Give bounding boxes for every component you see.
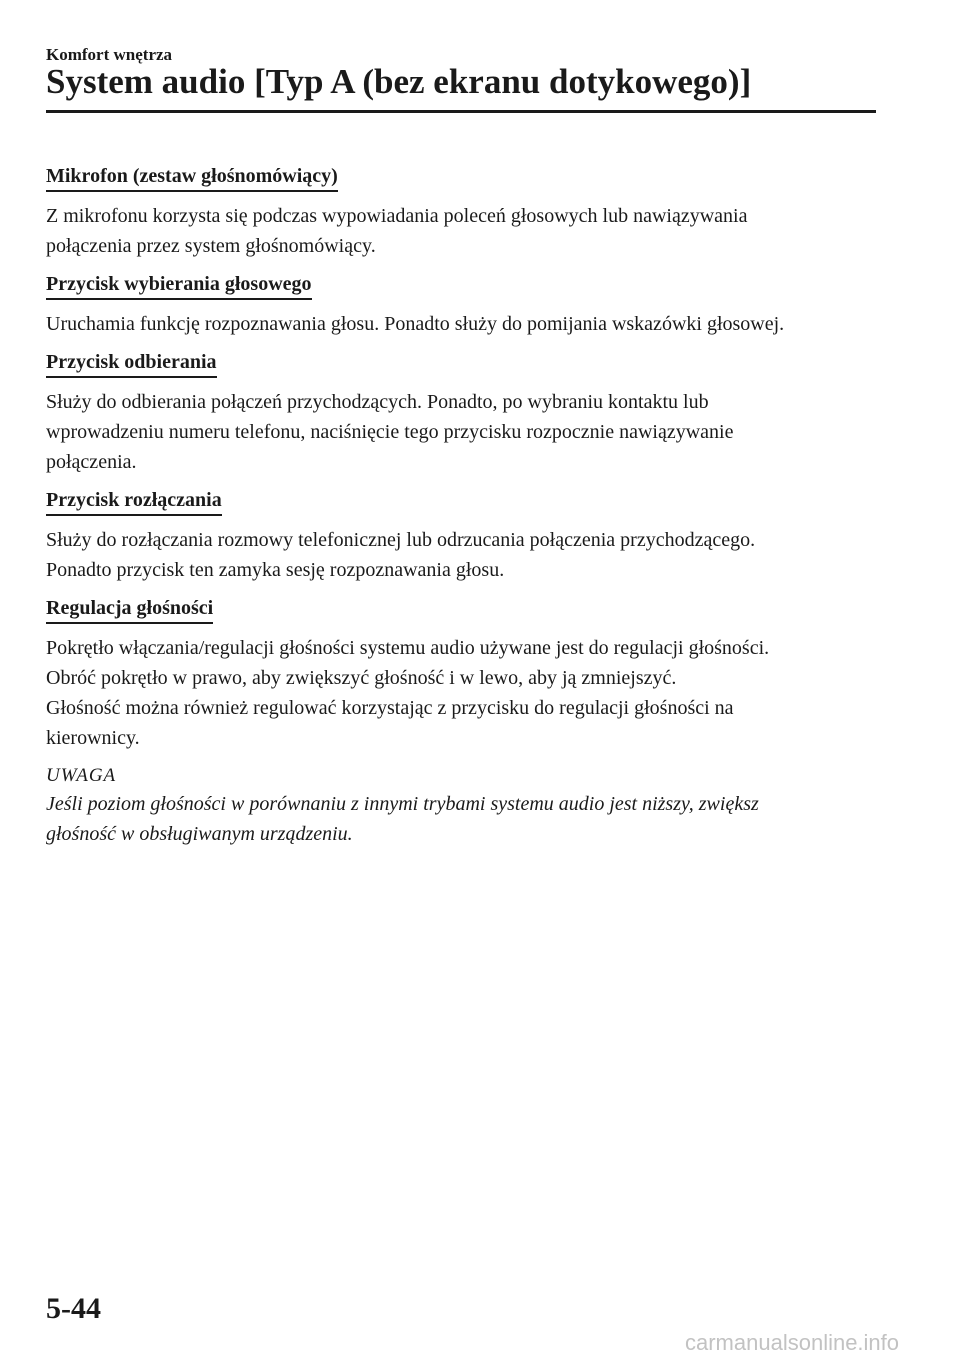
text-line: Ponadto przycisk ten zamyka sesję rozpoznawania głosu. xyxy=(46,559,505,581)
text-line: Jeśli poziom głośności w porównaniu z innymi trybami systemu audio jest niższy, zwiększ xyxy=(46,793,759,815)
note-block xyxy=(46,763,876,849)
section-answer-button xyxy=(46,349,876,477)
document-body xyxy=(46,163,876,849)
text-line: Głośność można również regulować korzystając z przycisku do regulacji głośności na xyxy=(46,697,734,719)
watermark: carmanualsonline.info xyxy=(685,1330,900,1355)
section-hang-up-button xyxy=(46,487,876,585)
section-text xyxy=(46,633,876,753)
section-text xyxy=(46,201,876,261)
text-line: Służy do rozłączania rozmowy telefonicznej lub odrzucania połączenia przychodzącego. xyxy=(46,529,756,551)
text-line: Obróć pokrętło w prawo, aby zwiększyć głośność i w lewo, aby ją zmniejszyć. xyxy=(46,667,677,689)
text-line: Z mikrofonu korzysta się podczas wypowiadania poleceń głosowych lub nawiązywania xyxy=(46,205,748,227)
section-text xyxy=(46,387,876,477)
text-line: Uruchamia funkcję rozpoznawania głosu. Ponadto służy do pomijania wskazówki głosowej. xyxy=(46,313,785,335)
section-heading: Regulacja głośności xyxy=(46,595,213,624)
note-label: UWAGA xyxy=(46,765,117,786)
note-text xyxy=(46,789,876,849)
section-heading: Przycisk rozłączania xyxy=(46,487,222,516)
text-line: głośność w obsługiwanym urządzeniu. xyxy=(46,823,353,845)
text-line: wprowadzeniu numeru telefonu, naciśnięcie tego przycisku rozpocznie nawiązywanie xyxy=(46,421,734,443)
text-line: połączenia. xyxy=(46,451,137,473)
header-divider xyxy=(46,110,876,113)
page-number: 5-44 xyxy=(46,1292,101,1325)
text-line: połączenia przez system głośnomówiący. xyxy=(46,235,376,257)
section-text xyxy=(46,309,876,339)
section-microphone xyxy=(46,163,876,261)
section-volume-control xyxy=(46,595,876,753)
text-line: Służy do odbierania połączeń przychodzących. Ponadto, po wybraniu kontaktu lub xyxy=(46,391,709,413)
section-heading: Przycisk odbierania xyxy=(46,349,217,378)
text-line: Pokrętło włączania/regulacji głośności systemu audio używane jest do regulacji głośności. xyxy=(46,637,770,659)
section-text xyxy=(46,525,876,585)
section-heading: Przycisk wybierania głosowego xyxy=(46,271,312,300)
text-line: kierownicy. xyxy=(46,727,140,749)
section-label: Komfort wnętrza xyxy=(46,45,173,64)
page-title: System audio [Typ A (bez ekranu dotykowego)] xyxy=(46,62,752,101)
section-heading: Mikrofon (zestaw głośnomówiący) xyxy=(46,163,338,192)
section-voice-dial-button xyxy=(46,271,876,339)
